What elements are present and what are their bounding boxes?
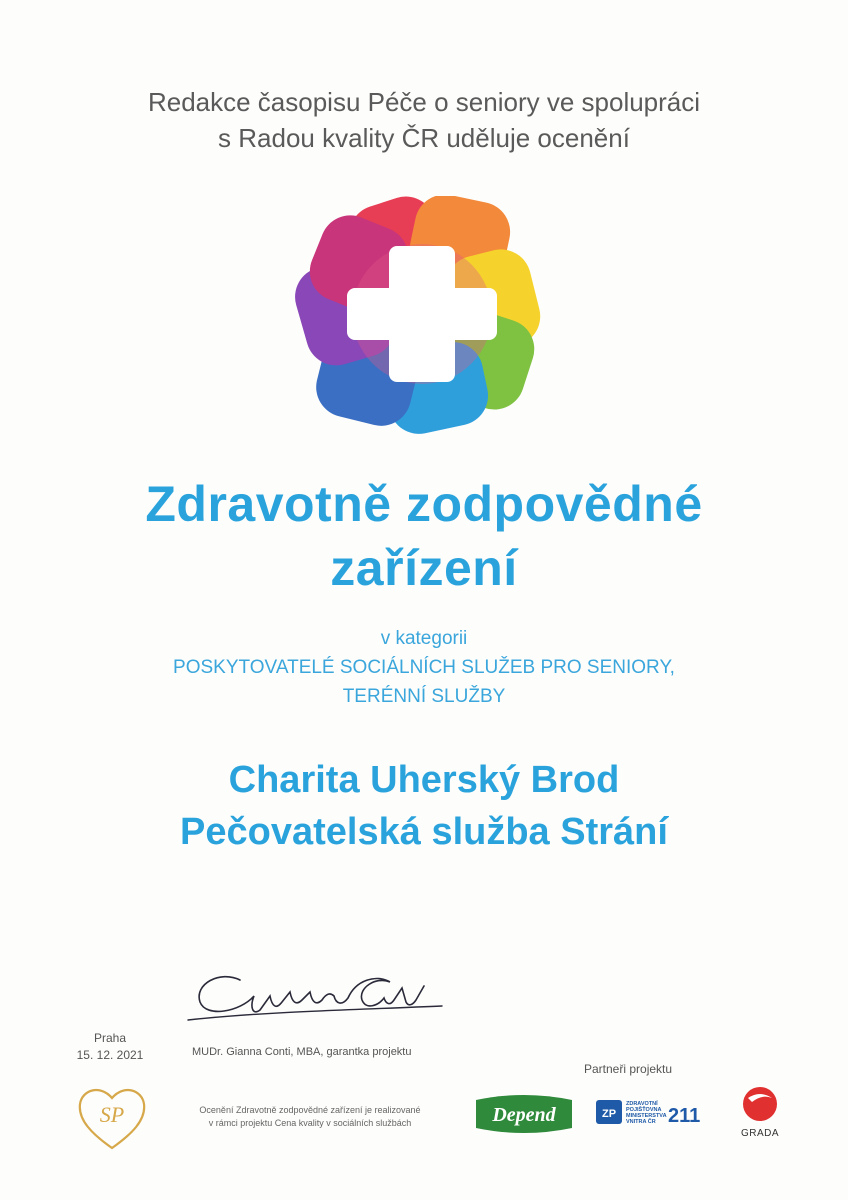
grada-text: GRADA [740,1128,780,1139]
place-city: Praha [93,1031,127,1045]
note-line-1: Ocenění Zdravotně zodpovědné zařízení je realizované [199,1105,421,1115]
signature-underline [188,1006,442,1020]
zp-text-2: POJIŠŤOVNA [626,1107,662,1113]
recipient-line-2: Pečovatelská služba Strání [180,811,668,853]
partners-label: Partneři projektu [584,1062,673,1076]
award-title [0,472,848,600]
intro-text [0,84,848,156]
signature-stroke [199,977,424,1012]
signature-caption: MUDr. Gianna Conti, MBA, garantka projektu [192,1046,412,1058]
category-line-2: TERÉNNÍ SLUŽBY [342,686,506,707]
zp-number: 211 [668,1105,701,1127]
zp-mark-text: ZP [601,1108,617,1120]
award-title-line-2: zařízení [330,540,518,596]
grada-circle [743,1087,777,1121]
intro-line-2: s Radou kvality ČR uděluje ocenění [218,123,630,153]
recipient-line-1: Charita Uherský Brod [228,759,620,801]
category-line-1: POSKYTOVATELÉ SOCIÁLNÍCH SLUŽEB PRO SENIORY, [173,657,675,678]
zp-text-4: VNITRA ČR [626,1119,656,1125]
category-prefix: v kategorii [380,628,468,649]
rainbow-cross-logo [294,196,550,436]
award-category [0,624,848,711]
sp-letters: SP [99,1102,125,1127]
place-date-value: 15. 12. 2021 [76,1048,144,1062]
project-note [180,1104,440,1130]
handwritten-signature [180,966,450,1028]
place-date [60,1030,160,1064]
depend-logo [472,1092,576,1136]
note-line-2: v rámci projektu Cena kvality v sociálních službách [208,1118,412,1128]
grada-logo [728,1084,792,1140]
recipient [0,754,848,858]
intro-line-1: Redakce časopisu Péče o seniory ve spolupráci [147,87,701,117]
zp-text-3: MINISTERSTVA [626,1113,667,1119]
sp-heart-logo [72,1076,152,1156]
zp-text-1: ZDRAVOTNÍ [626,1101,658,1107]
award-title-line-1: Zdravotně zodpovědné [145,476,703,532]
zp-mv-cr-logo [596,1096,708,1130]
depend-text: Depend [492,1104,556,1126]
